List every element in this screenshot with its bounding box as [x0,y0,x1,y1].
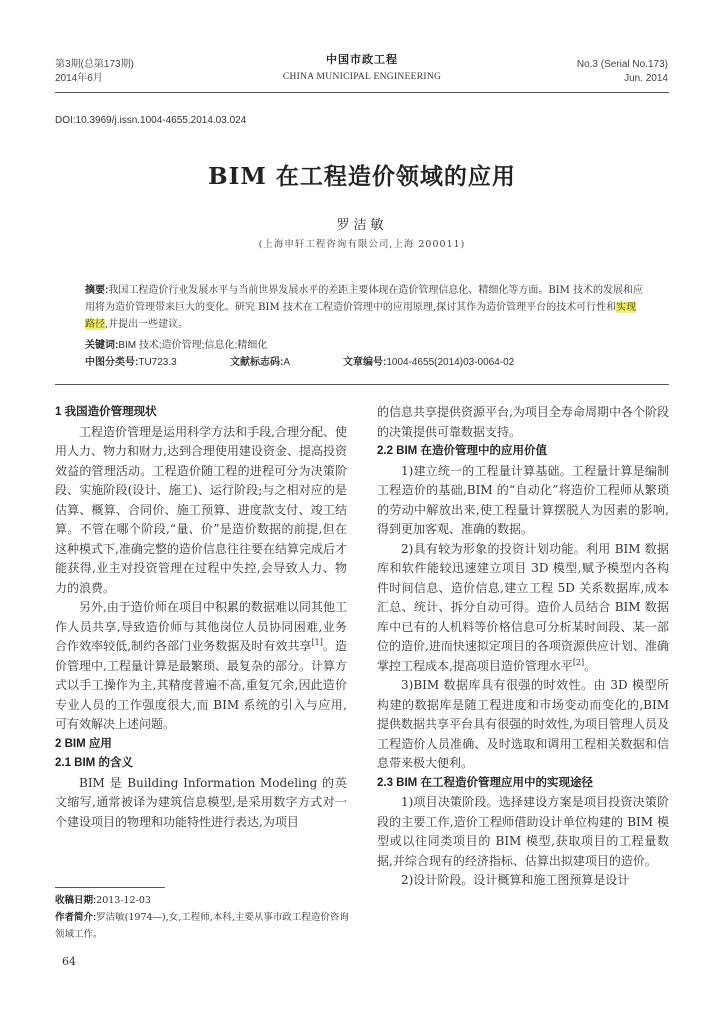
subsection-heading-2-1: 2.1 BIM 的含义 [55,757,133,769]
journal-name-en: CHINA MUNICIPAL ENGINEERING [282,72,442,82]
footnote [55,892,355,943]
serial-number: No.3 (Serial No.173) [576,59,668,70]
subsection-heading-2-3: 2.3 BIM 在工程造价管理应用中的实现途径 [377,776,593,789]
received-label: 收稿日期: [55,895,97,906]
citation-ref: [1] [311,638,323,647]
issue-date: 2014年6月 [55,73,103,84]
paragraph: 工程造价管理是运用科学方法和手段,合理分配、使用人力、物力和财力,达到合理使用建设资金、提高投资效益的管理活动。工程造价随工程的进程可分为决策阶段、实施阶段(设计、施工)、运行阶段;与之相对应的是估算、概算、合同价、施工预算、进度款支付、竣工结算。不管在哪个阶段,“量、价”是造价数据的前提,但在这种模式下,准确完整的造价信息往往要在结算完成后才能获得,业主对投资管理在过程中失控,会导致人力、物力的浪费。 [55,424,347,595]
issue-month: Jun. 2014 [624,73,668,84]
author-name: 罗洁敏 [336,218,388,233]
paragraph: BIM 是 Building Information Modeling 的英文缩写,通常被译为建筑信息模型,是采用数字方式对一个建设项目的物理和功能特性进行表达,为项目 [55,775,347,829]
author-bio-label: 作者简介: [55,912,97,923]
classification-line [85,353,645,368]
keywords-text: BIM 技术;造价管理;信息化;精细化 [118,340,268,351]
abstract-text: 我国工程造价行业发展水平与当前世界发展水平的差距主要体现在造价管理信息化、精细化等方面。BIM 技术的发展和应用将为造价管理带来巨大的变化。研究 BIM 技术在工程造价管理中的应用原理,探讨其作为造价管理平台的技术可行性和 [85,285,644,313]
issue-info-en [577,58,668,86]
author-affiliation: (上海申轩工程咨询有限公司,上海 200011) [258,239,466,250]
clc-value: TU723.3 [138,357,177,368]
article-number-value: 1004-4655(2014)03-0064-02 [386,357,515,368]
received-date: 2013-12-03 [96,895,151,906]
paragraph: 2)设计阶段。设计概算和施工图预算是设计 [401,873,630,887]
paragraph: 2)具有较为形象的投资计划功能。利用 BIM 数据库和软件能较迅速建立项目 3D 模型,赋予模型内各构件时间信息、造价信息,建立工程 5D 关系数据库,成本汇总、统计、拆分自动可得。造价人员结合 BIM 数据库中已有的人机料等价格信息可分析某时间段、某一部位的造价,进而快速拟定项目的各项资源供应计划、准确掌控工程成本,提高项目造价管理水平[2]。 [377,541,669,673]
section-heading-2: 2 BIM 应用 [55,737,112,750]
citation-ref: [2] [572,657,585,667]
page-number: 64 [62,955,76,968]
paragraph: 1)项目决策阶段。选择建设方案是项目投资决策阶段的主要工作,造价工程师借助设计单位构建的 BIM 模型或以往同类项目的 BIM 模型,获取项目的工程量数据,并综合现有的经济指标、估算出拟建项目的造价。 [377,795,669,868]
journal-name-cn: 中国市政工程 [326,54,398,66]
doc-code-value: A [283,357,291,368]
section-heading-1: 1 我国造价管理现状 [55,406,157,418]
author-bio: 罗洁敏(1974—),女,工程师,本科,主要从事市政工程造价咨询领域工作。 [55,912,349,940]
left-column [55,403,347,832]
article-title: BIM 在工程造价领域的应用 [208,163,516,190]
header-rule [55,92,669,93]
clc-label: 中图分类号: [85,357,139,368]
issue-number: 第3期(总第173期) [55,59,134,70]
footnote-rule [55,887,165,888]
right-column [377,403,669,891]
highlighted-text: 实现路径 [85,302,637,330]
keywords-label: 关键词: [85,340,119,351]
article-number-label: 文章编号: [343,357,387,368]
abstract-rule [55,384,669,385]
paragraph: 1)建立统一的工程量计算基础。工程量计算是编制工程造价的基础,BIM 的“自动化”将造价工程师从繁琐的劳动中解放出来,使工程量计算摆脱人为因素的影响,得到更加客观、准确的数据。 [377,463,669,536]
paragraph: 3)BIM 数据库具有很强的时效性。由 3D 模型所构建的数据库是随工程进度和市场变动而变化的,BIM 提供数据共享平台具有很强的时效性,为项目管理人员及工程造价人员准确、及时选取和调用工程相关数据和信息带来极大便利。 [377,678,669,770]
abstract-text-end: ,并提出一些建议。 [105,319,189,330]
abstract-label: 摘要: [85,285,109,296]
abstract [85,282,645,333]
paragraph-continued: 的信息共享提供资源平台,为项目全寿命周期中各个阶段的决策提供可靠数据支持。 [377,405,669,439]
doc-code-label: 文献标志码: [230,357,284,368]
subsection-heading-2-2: 2.2 BIM 在造价管理中的应用价值 [377,445,547,457]
doi: DOI:10.3969/j.issn.1004-4655.2014.03.024 [55,115,247,126]
keywords [85,336,267,351]
paragraph: 另外,由于造价师在项目中积累的数据难以同其他工作人员共享,导致造价师与其他岗位人员协同困难,业务合作效率较低,制约各部门业务数据及时有效共享[1]。造价管理中,工程量计算是最繁琐、最复杂的部分。计算方式以手工操作为主,其精度普遍不高,重复冗余,因此造价专业人员的工作强度很大,而 BIM 系统的引入与应用,可有效解决上述问题。 [55,600,347,731]
